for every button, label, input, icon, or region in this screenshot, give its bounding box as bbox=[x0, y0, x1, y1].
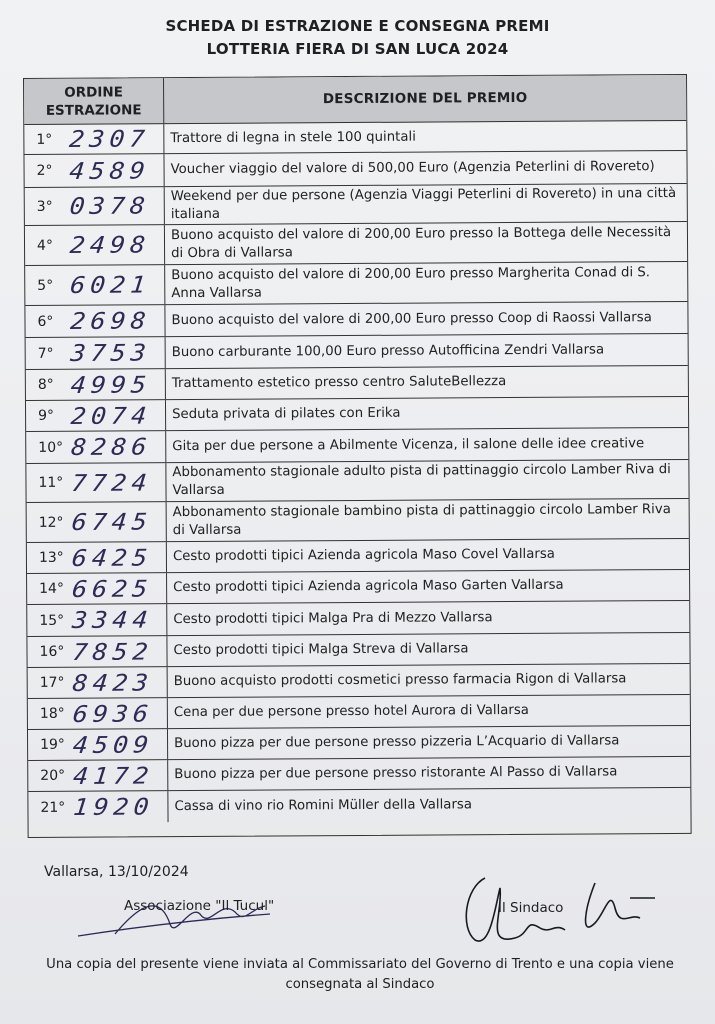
prize-description-line: Cassa di vino rio Romini Müller della Vallarsa bbox=[174, 796, 473, 814]
prize-description-line: Buono acquisto del valore di 200,00 Euro presso Coop di Raossi Vallarsa bbox=[171, 309, 652, 328]
mayor-label: Il Sindaco bbox=[498, 900, 564, 916]
ticket-number: 4509 bbox=[71, 730, 155, 759]
order-position: 16° bbox=[39, 643, 65, 660]
association-label: Associazione "Il Tucul" bbox=[124, 898, 275, 914]
prize-description-line: Gita per due persone a Abilmente Vicenza, il salone delle idee creative bbox=[172, 435, 645, 454]
order-cell bbox=[27, 573, 167, 604]
prize-description-line: Abbonamento stagionale adulto pista di pattinaggio circolo Lamber Riva di bbox=[172, 462, 671, 481]
ticket-number: 2074 bbox=[69, 401, 153, 430]
order-position: 10° bbox=[38, 439, 64, 456]
table-row bbox=[26, 366, 688, 401]
table-row bbox=[26, 460, 688, 503]
table-row bbox=[28, 664, 690, 699]
order-position: 21° bbox=[40, 799, 66, 816]
header-order-line2: ESTRAZIONE bbox=[45, 102, 142, 119]
order-position: 11° bbox=[38, 474, 64, 491]
prize-description-line: Buono pizza per due persone presso ristorante Al Passo di Vallarsa bbox=[174, 764, 618, 783]
order-cell bbox=[28, 667, 168, 698]
prize-description-line: Cesto prodotti tipici Azienda agricola Maso Covel Vallarsa bbox=[172, 546, 555, 565]
ticket-number: 0378 bbox=[68, 192, 152, 220]
table-row bbox=[25, 184, 687, 226]
ticket-number: 2498 bbox=[68, 231, 152, 259]
order-position: 3° bbox=[36, 198, 53, 215]
prize-description bbox=[164, 121, 686, 153]
ticket-number: 2307 bbox=[68, 125, 151, 153]
prize-description-line: Trattamento estetico presso centro SaluteBellezza bbox=[171, 374, 507, 392]
order-position: 19° bbox=[40, 736, 65, 753]
order-position: 9° bbox=[38, 407, 55, 424]
order-position: 2° bbox=[36, 162, 53, 179]
table-row bbox=[25, 222, 687, 266]
prize-description-line: Cesto prodotti tipici Malga Pra di Mezzo Vallarsa bbox=[173, 609, 493, 627]
prize-description bbox=[165, 222, 687, 264]
table-row bbox=[27, 633, 689, 668]
prize-description-line: Weekend per due persone (Agenzia Viaggi Peterlini di Rovereto) in una città bbox=[170, 185, 677, 204]
prize-description bbox=[167, 633, 689, 666]
ticket-number: 8286 bbox=[69, 433, 153, 461]
order-cell bbox=[24, 154, 164, 187]
order-cell bbox=[25, 305, 165, 337]
prize-table bbox=[23, 74, 692, 838]
prize-description bbox=[167, 570, 689, 603]
footer-note bbox=[40, 955, 680, 995]
order-cell bbox=[27, 542, 167, 573]
prize-description-line: Buono carburante 100,00 Euro presso Autofficina Zendri Vallarsa bbox=[171, 341, 605, 360]
header-order bbox=[24, 78, 164, 124]
prize-description bbox=[166, 366, 688, 399]
prize-description bbox=[165, 302, 687, 336]
order-position: 5° bbox=[37, 277, 54, 294]
prize-description bbox=[165, 262, 687, 304]
footer-line1: Una copia del presente viene inviata al Commissariato del Governo di Trento e una copia viene bbox=[46, 957, 674, 972]
prize-description-line: Buono acquisto del valore di 200,00 Euro presso Margherita Conad di S. bbox=[171, 264, 651, 283]
prize-description bbox=[167, 499, 689, 541]
order-position: 6° bbox=[37, 313, 54, 330]
table-row bbox=[24, 121, 686, 155]
order-position: 1° bbox=[36, 131, 53, 148]
table-row bbox=[26, 397, 688, 432]
order-position: 13° bbox=[38, 549, 64, 566]
order-cell bbox=[28, 760, 168, 791]
order-cell bbox=[25, 265, 165, 305]
ticket-number: 3344 bbox=[70, 606, 154, 634]
prize-description bbox=[167, 539, 689, 572]
prize-description-line: Trattore di legna in stele 100 quintali bbox=[170, 129, 416, 146]
order-cell bbox=[26, 463, 166, 502]
table-row bbox=[27, 539, 689, 574]
prize-description-line: Buono acquisto del valore di 200,00 Euro presso la Bottega delle Necessità bbox=[170, 224, 672, 243]
prize-description bbox=[165, 184, 687, 224]
ticket-number: 4172 bbox=[71, 761, 155, 790]
table-row bbox=[27, 570, 689, 605]
prize-description bbox=[168, 757, 690, 790]
prize-description-line: Cesto prodotti tipici Azienda agricola Maso Garten Vallarsa bbox=[173, 577, 564, 596]
prize-description bbox=[166, 460, 688, 501]
order-position: 15° bbox=[39, 612, 65, 629]
prize-description bbox=[168, 788, 690, 822]
document-subtitle: LOTTERIA FIERA DI SAN LUCA 2024 bbox=[206, 40, 509, 58]
prize-description bbox=[167, 601, 689, 635]
prize-description bbox=[164, 151, 686, 186]
table-row bbox=[28, 695, 690, 730]
ticket-number: 4995 bbox=[69, 370, 153, 399]
table-row bbox=[28, 726, 690, 761]
prize-description bbox=[166, 397, 688, 430]
order-cell bbox=[24, 124, 164, 154]
prize-description-line: Abbonamento stagionale bambino pista di pattinaggio circolo Lamber Riva bbox=[172, 501, 671, 520]
table-row bbox=[26, 334, 688, 370]
ticket-number: 4589 bbox=[68, 156, 152, 185]
order-cell bbox=[26, 337, 166, 369]
order-position: 4° bbox=[36, 237, 53, 254]
ticket-number: 6745 bbox=[70, 508, 154, 536]
order-position: 17° bbox=[39, 674, 65, 691]
order-position: 7° bbox=[37, 345, 54, 362]
prize-description-line: di Obra di Vallarsa bbox=[171, 244, 293, 261]
place-date: Vallarsa, 13/10/2024 bbox=[44, 864, 189, 880]
table-row bbox=[25, 262, 687, 306]
prize-description-line: Anna Vallarsa bbox=[171, 285, 262, 301]
table-row bbox=[24, 151, 686, 188]
ticket-number: 6425 bbox=[70, 543, 154, 572]
prize-description-line: Seduta privata di pilates con Erika bbox=[172, 405, 401, 423]
order-position: 18° bbox=[39, 705, 65, 722]
prize-description-line: Buono acquisto prodotti cosmetici presso farmacia Rigon di Vallarsa bbox=[173, 671, 627, 690]
ticket-number: 3753 bbox=[69, 339, 153, 367]
header-description: DESCRIZIONE DEL PREMIO bbox=[322, 89, 528, 108]
association-signature bbox=[70, 884, 300, 944]
table-row bbox=[27, 499, 689, 543]
prize-description bbox=[168, 664, 690, 697]
order-position: 20° bbox=[40, 767, 66, 784]
prize-description-line: Voucher viaggio del valore di 500,00 Euro (Agenzia Peterlini di Rovereto) bbox=[170, 159, 655, 178]
table-row bbox=[28, 788, 690, 823]
ticket-number: 6625 bbox=[70, 574, 154, 603]
ticket-number: 2698 bbox=[69, 307, 153, 335]
header-order-line1: ORDINE bbox=[64, 84, 123, 101]
order-position: 12° bbox=[38, 514, 64, 531]
order-cell bbox=[28, 698, 168, 729]
prize-description bbox=[168, 726, 690, 759]
prize-description bbox=[166, 334, 688, 368]
ticket-number: 7852 bbox=[71, 637, 155, 666]
prize-description-line: italiana bbox=[170, 206, 221, 222]
order-cell bbox=[27, 604, 167, 636]
prize-description bbox=[166, 428, 688, 462]
prize-description-line: Buono pizza per due persone presso pizzeria L’Acquario di Vallarsa bbox=[174, 733, 620, 752]
order-cell bbox=[26, 400, 166, 431]
ticket-number: 1920 bbox=[72, 793, 155, 821]
ticket-number: 6021 bbox=[68, 271, 152, 299]
document-title: SCHEDA DI ESTRAZIONE E CONSEGNA PREMI bbox=[165, 17, 550, 35]
order-cell bbox=[26, 369, 166, 400]
footer-line2: consegnata al Sindaco bbox=[285, 977, 435, 992]
order-cell bbox=[25, 187, 165, 225]
prize-description-line: Vallarsa bbox=[172, 482, 225, 499]
order-cell bbox=[26, 431, 166, 463]
order-position: 14° bbox=[39, 580, 64, 597]
prize-description-line: Cesto prodotti tipici Malga Streva di Vallarsa bbox=[173, 641, 469, 659]
table-row bbox=[26, 428, 688, 464]
table-header bbox=[24, 75, 686, 125]
table-row bbox=[25, 302, 687, 338]
order-cell bbox=[28, 729, 168, 760]
ticket-number: 8423 bbox=[71, 668, 155, 697]
order-cell bbox=[28, 791, 168, 823]
prize-description bbox=[168, 695, 690, 728]
table-body bbox=[24, 121, 690, 823]
ticket-number: 6936 bbox=[71, 699, 155, 728]
order-position: 8° bbox=[37, 376, 54, 393]
order-cell bbox=[27, 502, 167, 542]
ticket-number: 7724 bbox=[70, 468, 154, 497]
prize-description-line: Cena per due persone presso hotel Aurora di Vallarsa bbox=[173, 702, 529, 721]
prize-description-line: di Vallarsa bbox=[172, 522, 242, 538]
table-row bbox=[27, 601, 689, 637]
order-cell bbox=[27, 636, 167, 667]
table-row bbox=[28, 757, 690, 792]
order-cell bbox=[25, 225, 165, 265]
